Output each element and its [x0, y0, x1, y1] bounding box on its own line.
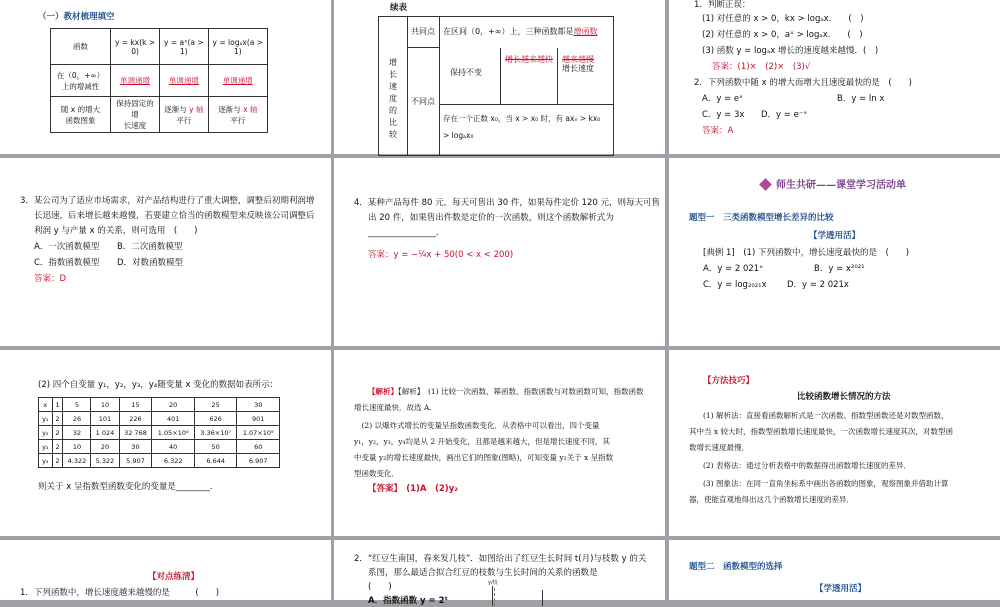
table-row	[39, 398, 280, 412]
method-tag: 【方法技巧】	[703, 376, 755, 386]
table-cell: 5.907	[119, 454, 152, 468]
table-cell: 6.907	[237, 454, 280, 468]
table-cell: 1	[52, 398, 63, 412]
method-title: 比较函数增长情况的方法	[797, 392, 891, 402]
table-cell: 626	[194, 412, 237, 426]
judge-answer: 答案：(1)× (2)× (3)√	[712, 62, 811, 72]
analysis-line-6: 型函数变化．	[354, 469, 399, 478]
table-cell: 6.322	[152, 454, 195, 468]
exists-text: 存在一个正数 x₀，当 x > x₀ 时，有 axₙ > kx₀	[443, 114, 601, 123]
q2-line-2: 系图，那么最适合拟合红豆的枝数与生长时间的关系的函数是	[368, 568, 598, 578]
table-header-cell: y = aˣ(a > 1)	[160, 29, 209, 65]
table-cell: 逐渐与 y 轴 平行	[160, 97, 209, 133]
method-line-2: 其中当 x 较大时，指数型函数增长速度最快，一次函数增长速度其次，对数型函	[689, 427, 953, 436]
slide-4[interactable]	[0, 158, 331, 346]
table-cell: 3.36×10⁷	[194, 426, 237, 440]
analysis-line-4: y₁，y₂，y₃，y₄均是从 2 开始变化，且都是越来越大，但是增长速度不同，其	[354, 437, 611, 446]
row-header-cell: x	[39, 398, 53, 412]
slide-3[interactable]	[669, 0, 1000, 154]
option-b: B．y = x²⁰²¹	[814, 264, 865, 274]
option-a: A．指数函数 y = 2ᵗ	[368, 596, 448, 606]
table-cell: 50	[194, 440, 237, 454]
answer-label: 【答案】 (1)A (2)y₂	[368, 484, 458, 494]
option-a: A．y = 2 021ˣ	[703, 264, 763, 274]
common-label: 共同点	[407, 17, 440, 48]
example-1: [典例 1] (1) 下列函数中，增长速度最快的是 ( )	[703, 248, 910, 258]
answer-cell: 单调递增	[208, 65, 267, 97]
method-line-1: (1) 解析法：直接看函数解析式是一次函数、指数型函数还是对数型函数，	[703, 411, 949, 420]
slow-text-2: 增长速度	[562, 64, 594, 73]
slide-2[interactable]	[334, 0, 665, 154]
answer-3: 答案：D	[34, 274, 67, 284]
keep-text: 保持不变	[450, 68, 482, 77]
table-row	[39, 426, 280, 440]
table-row	[39, 412, 280, 426]
judge-q3: (3) 函数 y = logₐx 增长的速度越来越慢．( )	[702, 46, 879, 56]
table-cell: 保持固定的增 长速度	[111, 97, 160, 133]
table-cell: 1.07×10⁹	[237, 426, 280, 440]
analysis-line-2: 增长速度最快．故选 A.	[354, 403, 432, 412]
main-label-cell: 增 长 速 度 的 比 较	[379, 17, 408, 155]
row-label: 在（0，+∞） 上的增减性	[51, 65, 111, 97]
slide-8[interactable]	[334, 350, 665, 536]
table-cell: 5	[63, 398, 91, 412]
continued-label: 续表	[390, 3, 408, 13]
slide-12[interactable]	[669, 540, 1000, 600]
table-cell: 60	[237, 440, 280, 454]
table-cell: 401	[152, 412, 195, 426]
table-cell: 2	[52, 440, 63, 454]
slide-7[interactable]	[0, 350, 331, 536]
compare-table	[378, 16, 614, 156]
table-cell: 101	[91, 412, 119, 426]
table-row	[39, 440, 280, 454]
activity-title: 师生共研——课堂学习活动单	[761, 180, 906, 191]
study-tag: 【学透用活】	[809, 231, 861, 241]
q3-line-2: 长迅速，后来增长越来越慢，若要建立恰当的函数模型来反映该公司调整后	[34, 211, 315, 221]
table-cell: 1.05×10⁶	[152, 426, 195, 440]
table-header-cell: y = logₐx(a > 1)	[208, 29, 267, 65]
answer-cell: 单调递增	[111, 65, 160, 97]
option-c: C．指数函数模型	[34, 258, 100, 268]
row-label: 随 x 的增大 函数图象	[51, 97, 111, 133]
slow-text: 越来越慢	[562, 55, 594, 64]
slide-5[interactable]	[334, 158, 665, 346]
table-cell: 6.644	[194, 454, 237, 468]
topic-2: 题型二 函数模型的选择	[689, 562, 783, 572]
table-cell: 40	[152, 440, 195, 454]
q3-line-3: 利润 y 与产量 x 的关系，则可选用 ( )	[34, 226, 198, 236]
table-cell: 25	[194, 398, 237, 412]
table-cell: 32	[63, 426, 91, 440]
method-line-5: (3) 图象法：在同一直角坐标系中画出各函数的图象，观察图象并借助计算	[703, 479, 949, 488]
table-cell: 226	[119, 412, 152, 426]
slide-9[interactable]	[669, 350, 1000, 536]
q3-line-1: 3．某公司为了适应市场需求，对产品结构进行了重大调整，调整后初期利润增	[20, 196, 315, 206]
table-cell: 1 024	[91, 426, 119, 440]
method-line-6: 器，使能直观地得出这几个函数增长速度的差异．	[689, 495, 854, 504]
chart-y-axis-label: y/枝	[488, 580, 498, 586]
table-cell: 30	[237, 398, 280, 412]
option-d: D．对数函数模型	[117, 258, 184, 268]
option-b: B．y = ln x	[837, 94, 885, 104]
table-cell: 32 768	[119, 426, 152, 440]
practice-q1: 1．下列函数中，增长速度越来越慢的是 ( )	[20, 588, 220, 598]
diamond-icon	[759, 178, 772, 191]
option-d: D．y = e⁻ˣ	[761, 110, 808, 120]
diff-label: 不同点	[407, 48, 440, 155]
table-cell: 901	[237, 412, 280, 426]
option-a: A．一次函数模型	[34, 242, 100, 252]
growth-table	[50, 28, 268, 133]
analysis-text: 【解析】 (1) 比较一次函数、幂函数、指数函数与对数函数可知，指数函数	[398, 387, 644, 396]
table-cell: 4.322	[63, 454, 91, 468]
q2-text: (2) 四个自变量 y₁，y₂，y₃，y₄随变量 x 变化的数据如表所示：	[38, 380, 279, 390]
q2-paren: ( )	[368, 582, 392, 592]
slide-1[interactable]	[0, 0, 331, 154]
table-cell: 15	[119, 398, 152, 412]
table-cell: 逐渐与 x 轴 平行	[208, 97, 267, 133]
answer-2: 答案：A	[702, 126, 734, 136]
table-cell: 20	[91, 440, 119, 454]
option-c: C．y = 3x	[702, 110, 745, 120]
table-header-cell: 函数	[51, 29, 111, 65]
analysis-line-3: (2) 以爆炸式增长的变量呈指数函数变化．从表格中可以看出，四个变量	[354, 421, 600, 430]
judge-title: 1．判断正误：	[694, 0, 751, 10]
slide-6[interactable]	[669, 158, 1000, 346]
table-cell: 5.322	[91, 454, 119, 468]
fast-text: 增长越来越快	[505, 55, 553, 64]
answer-4: 答案：y = −¼x + 50(0 < x < 200)	[368, 250, 514, 260]
data-table	[38, 397, 280, 468]
table-cell: 26	[63, 412, 91, 426]
row-header-cell: y₁	[39, 412, 53, 426]
table-header-cell: y = kx(k > 0)	[111, 29, 160, 65]
answer-cell: 单调递增	[160, 65, 209, 97]
option-b: B．二次函数模型	[117, 242, 183, 252]
judge-q1: (1) 对任意的 x > 0，kx > logₐx. ( )	[702, 14, 864, 24]
table-cell: 2	[52, 426, 63, 440]
row-header-cell: y₂	[39, 426, 53, 440]
q4-line-3: ________________．	[368, 228, 445, 238]
method-line-3: 数增长速度最慢．	[689, 443, 749, 452]
option-a: A．y = eˣ	[702, 94, 743, 104]
table-cell: 10	[91, 398, 119, 412]
analysis-line-5: 中变量 y₂的增长速度最快，画出它们的图象(图略)，可知变量 y₂关于 x 呈指数	[354, 453, 614, 462]
q2-tail: 则关于 x 呈指数型函数变化的变量是________．	[38, 482, 219, 492]
option-c: C．y = log₂₀₂₁x	[703, 280, 767, 290]
table-cell: 30	[119, 440, 152, 454]
practice-tag: 【对点练清】	[148, 572, 200, 582]
q4-line-1: 4．某种产品每件 80 元，每天可售出 30 件，如果每件定价 120 元，则每天可售	[354, 198, 660, 208]
table-cell: 10	[63, 440, 91, 454]
slide-10[interactable]	[0, 540, 331, 600]
q4-line-2: 出 20 件，如果售出件数是定价的一次函数，则这个函数解析式为	[368, 213, 614, 223]
analysis-line-1: 【解析】【解析】 (1) 比较一次函数、幂函数、指数函数与对数函数可知，指数函数	[368, 387, 644, 396]
table-cell: 2	[52, 412, 63, 426]
slide1-heading: （一）教材梳理填空	[38, 12, 115, 22]
topic-1: 题型一 三类函数模型增长差异的比较	[689, 213, 834, 223]
table-cell: 2	[52, 454, 63, 468]
option-d: D．y = 2 021x	[787, 280, 849, 290]
slide-11[interactable]	[334, 540, 665, 606]
growth-chart	[474, 580, 554, 600]
study-tag-2: 【学透用活】	[815, 584, 867, 594]
judge-q2: (2) 对任意的 x > 0，aˣ > logₐx. ( )	[702, 30, 863, 40]
exists-text-2: > logₐx₀	[443, 131, 474, 140]
common-text: 在区间（0，+∞）上，三种函数都是增函数	[443, 27, 598, 36]
q2-line-1: 2．“红豆生南国，春来发几枝”．如图给出了红豆生长时间 t(月)与枝数 y 的关	[354, 554, 647, 564]
row-header-cell: y₃	[39, 440, 53, 454]
question-2: 2．下列函数中随 x 的增大而增大且速度最快的是 ( )	[694, 78, 912, 88]
method-line-4: (2) 表格法：通过分析表格中的数据得出函数增长速度的差异．	[703, 461, 912, 470]
table-cell: 20	[152, 398, 195, 412]
row-header-cell: y₄	[39, 454, 53, 468]
table-row	[39, 454, 280, 468]
